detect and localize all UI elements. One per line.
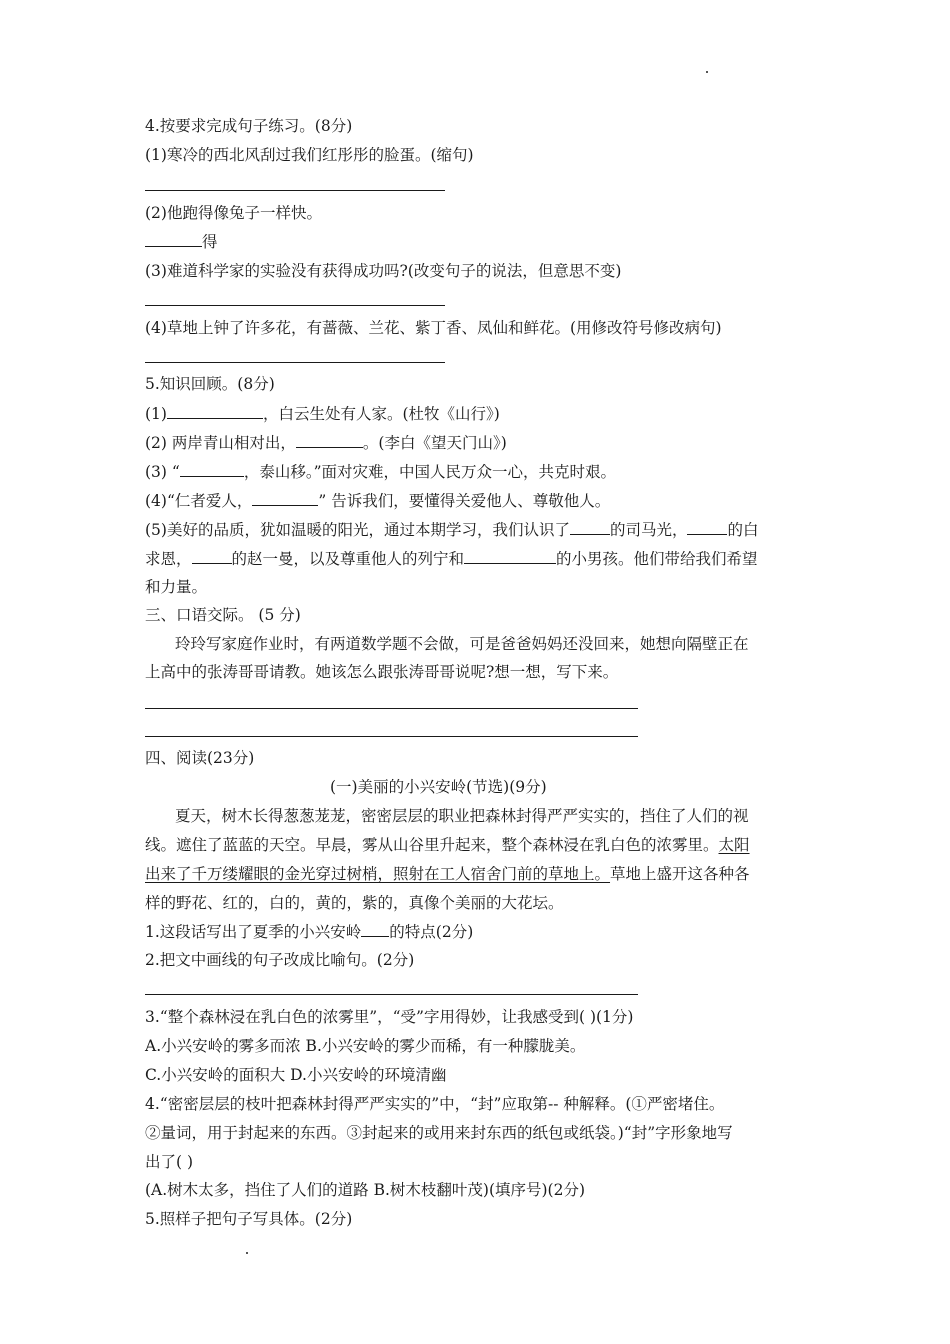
- passage-title: (一)美丽的小兴安岭(节选)(9分): [330, 778, 547, 796]
- answer-line-q4-1[interactable]: [145, 190, 445, 191]
- q4-title: 4.按要求完成句子练习。(8分): [145, 117, 353, 135]
- q5-item-5-line-1: (5)美好的品质，犹如温暖的阳光，通过本期学习，我们认识了 的司马光， 的白: [145, 521, 759, 539]
- q5-item-5-line-2: 求恩， 的赵一曼，以及尊重他人的列宁和 的小男孩。他们带给我们希望: [145, 550, 758, 568]
- reading-q4-line-2: ②量词，用于封起来的东西。③封起来的或用来封东西的纸包或纸袋。)“封”字形象地写: [145, 1124, 733, 1142]
- answer-blank-q5-2[interactable]: [296, 432, 363, 448]
- section-3-prompt-line-1: 玲玲写家庭作业时，有两道数学题不会做，可是爸爸妈妈还没回来，她想向隔壁正在: [175, 635, 749, 653]
- section-3-prompt-line-2: 上高中的张涛哥哥请教。她该怎么跟张涛哥哥说呢?想一想，写下来。: [145, 663, 619, 681]
- answer-line-section-3-2[interactable]: [145, 736, 638, 737]
- q5-item-5-line-3: 和力量。: [145, 578, 208, 596]
- answer-blank-q5-5c[interactable]: [192, 548, 232, 564]
- answer-blank-reading-q1[interactable]: [361, 921, 389, 937]
- answer-line-section-3-1[interactable]: [145, 708, 638, 709]
- q5-title: 5.知识回顾。(8分): [145, 375, 275, 393]
- answer-blank-q5-5a[interactable]: [570, 519, 610, 535]
- q5-poem-3: (3) “ ，泰山移。”面对灾难，中国人民万众一心，共克时艰。: [145, 463, 616, 481]
- q4-sentence-3: (3)难道科学家的实验没有获得成功吗?(改变句子的说法，但意思不变): [145, 262, 622, 280]
- section-3-title: 三、口语交际。 (5 分): [145, 606, 301, 624]
- passage-line-4: 样的野花、红的，白的，黄的，紫的，真像个美丽的大花坛。: [145, 894, 564, 912]
- underlined-sentence-start: 太阳: [718, 836, 750, 854]
- q4-sentence-1: (1)寒冷的西北风刮过我们红彤彤的脸蛋。(缩句): [145, 146, 474, 164]
- q5-poem-1: (1) ，白云生处有人家。(杜牧《山行》): [145, 405, 500, 423]
- reading-q3: 3.“整个森林浸在乳白色的浓雾里”，“受”字用得妙，让我感受到( )(1分): [145, 1008, 634, 1026]
- passage-line-3: 出来了千万缕耀眼的金光穿过树梢，照射在工人宿舍门前的草地上。草地上盛开这各种各: [145, 865, 750, 883]
- answer-blank-q5-5b[interactable]: [687, 519, 727, 535]
- q5-poem-2: (2) 两岸青山相对出， 。(李白《望天门山》): [145, 434, 507, 452]
- q4-sentence-4: (4)草地上钟了许多花，有蔷薇、兰花、紫丁香、凤仙和鲜花。(用修改符号修改病句): [145, 319, 722, 337]
- reading-q2: 2.把文中画线的句子改成比喻句。(2分): [145, 951, 415, 969]
- answer-blank-q4-2[interactable]: [145, 231, 202, 247]
- underlined-sentence: 出来了千万缕耀眼的金光穿过树梢，照射在工人宿舍门前的草地上。: [145, 865, 611, 883]
- answer-blank-q5-1[interactable]: [167, 403, 263, 419]
- answer-line-q4-4[interactable]: [145, 362, 445, 363]
- reading-q3-options-cd: C.小兴安岭的面积大 D.小兴安岭的环境清幽: [145, 1066, 447, 1084]
- reading-q1: 1.这段话写出了夏季的小兴安岭 的特点(2分): [145, 923, 474, 941]
- reading-q4-line-3: 出了( ): [145, 1153, 194, 1171]
- answer-blank-q5-3[interactable]: [180, 461, 244, 477]
- answer-line-q4-3[interactable]: [145, 305, 445, 306]
- answer-blank-q5-5d[interactable]: [464, 548, 556, 564]
- q4-sentence-2: (2)他跑得像兔子一样快。: [145, 204, 322, 222]
- section-4-title: 四、阅读(23分): [145, 749, 255, 767]
- passage-line-2: 线。遮住了蓝蓝的天空。早晨，雾从山谷里升起来，整个森林浸在乳白色的浓雾里。太阳: [145, 836, 750, 854]
- page-mark-bottom: [246, 1252, 248, 1254]
- q4-sentence-2-answer: 得: [145, 231, 218, 252]
- q5-poem-4: (4)“仁者爱人， ” 告诉我们，要懂得关爱他人、尊敬他人。: [145, 492, 611, 510]
- page-mark-top: [706, 71, 708, 73]
- answer-line-reading-q2[interactable]: [145, 994, 638, 995]
- reading-q4-line-1: 4.“密密层层的枝叶把森林封得严严实实的”中，“封”应取第-- 种解释。(①严密堵住。: [145, 1095, 725, 1113]
- reading-q5: 5.照样子把句子写具体。(2分): [145, 1210, 353, 1228]
- passage-line-1: 夏天，树木长得葱葱茏茏，密密层层的职业把森林封得严严实实的，挡住了人们的视: [175, 807, 749, 825]
- reading-q4-options: (A.树木太多，挡住了人们的道路 B.树木枝翻叶茂)(填序号)(2分): [145, 1181, 586, 1199]
- answer-blank-q5-4[interactable]: [252, 490, 318, 506]
- reading-q3-options-ab: A.小兴安岭的雾多而浓 B.小兴安岭的雾少而稀，有一种朦胧美。: [145, 1037, 586, 1055]
